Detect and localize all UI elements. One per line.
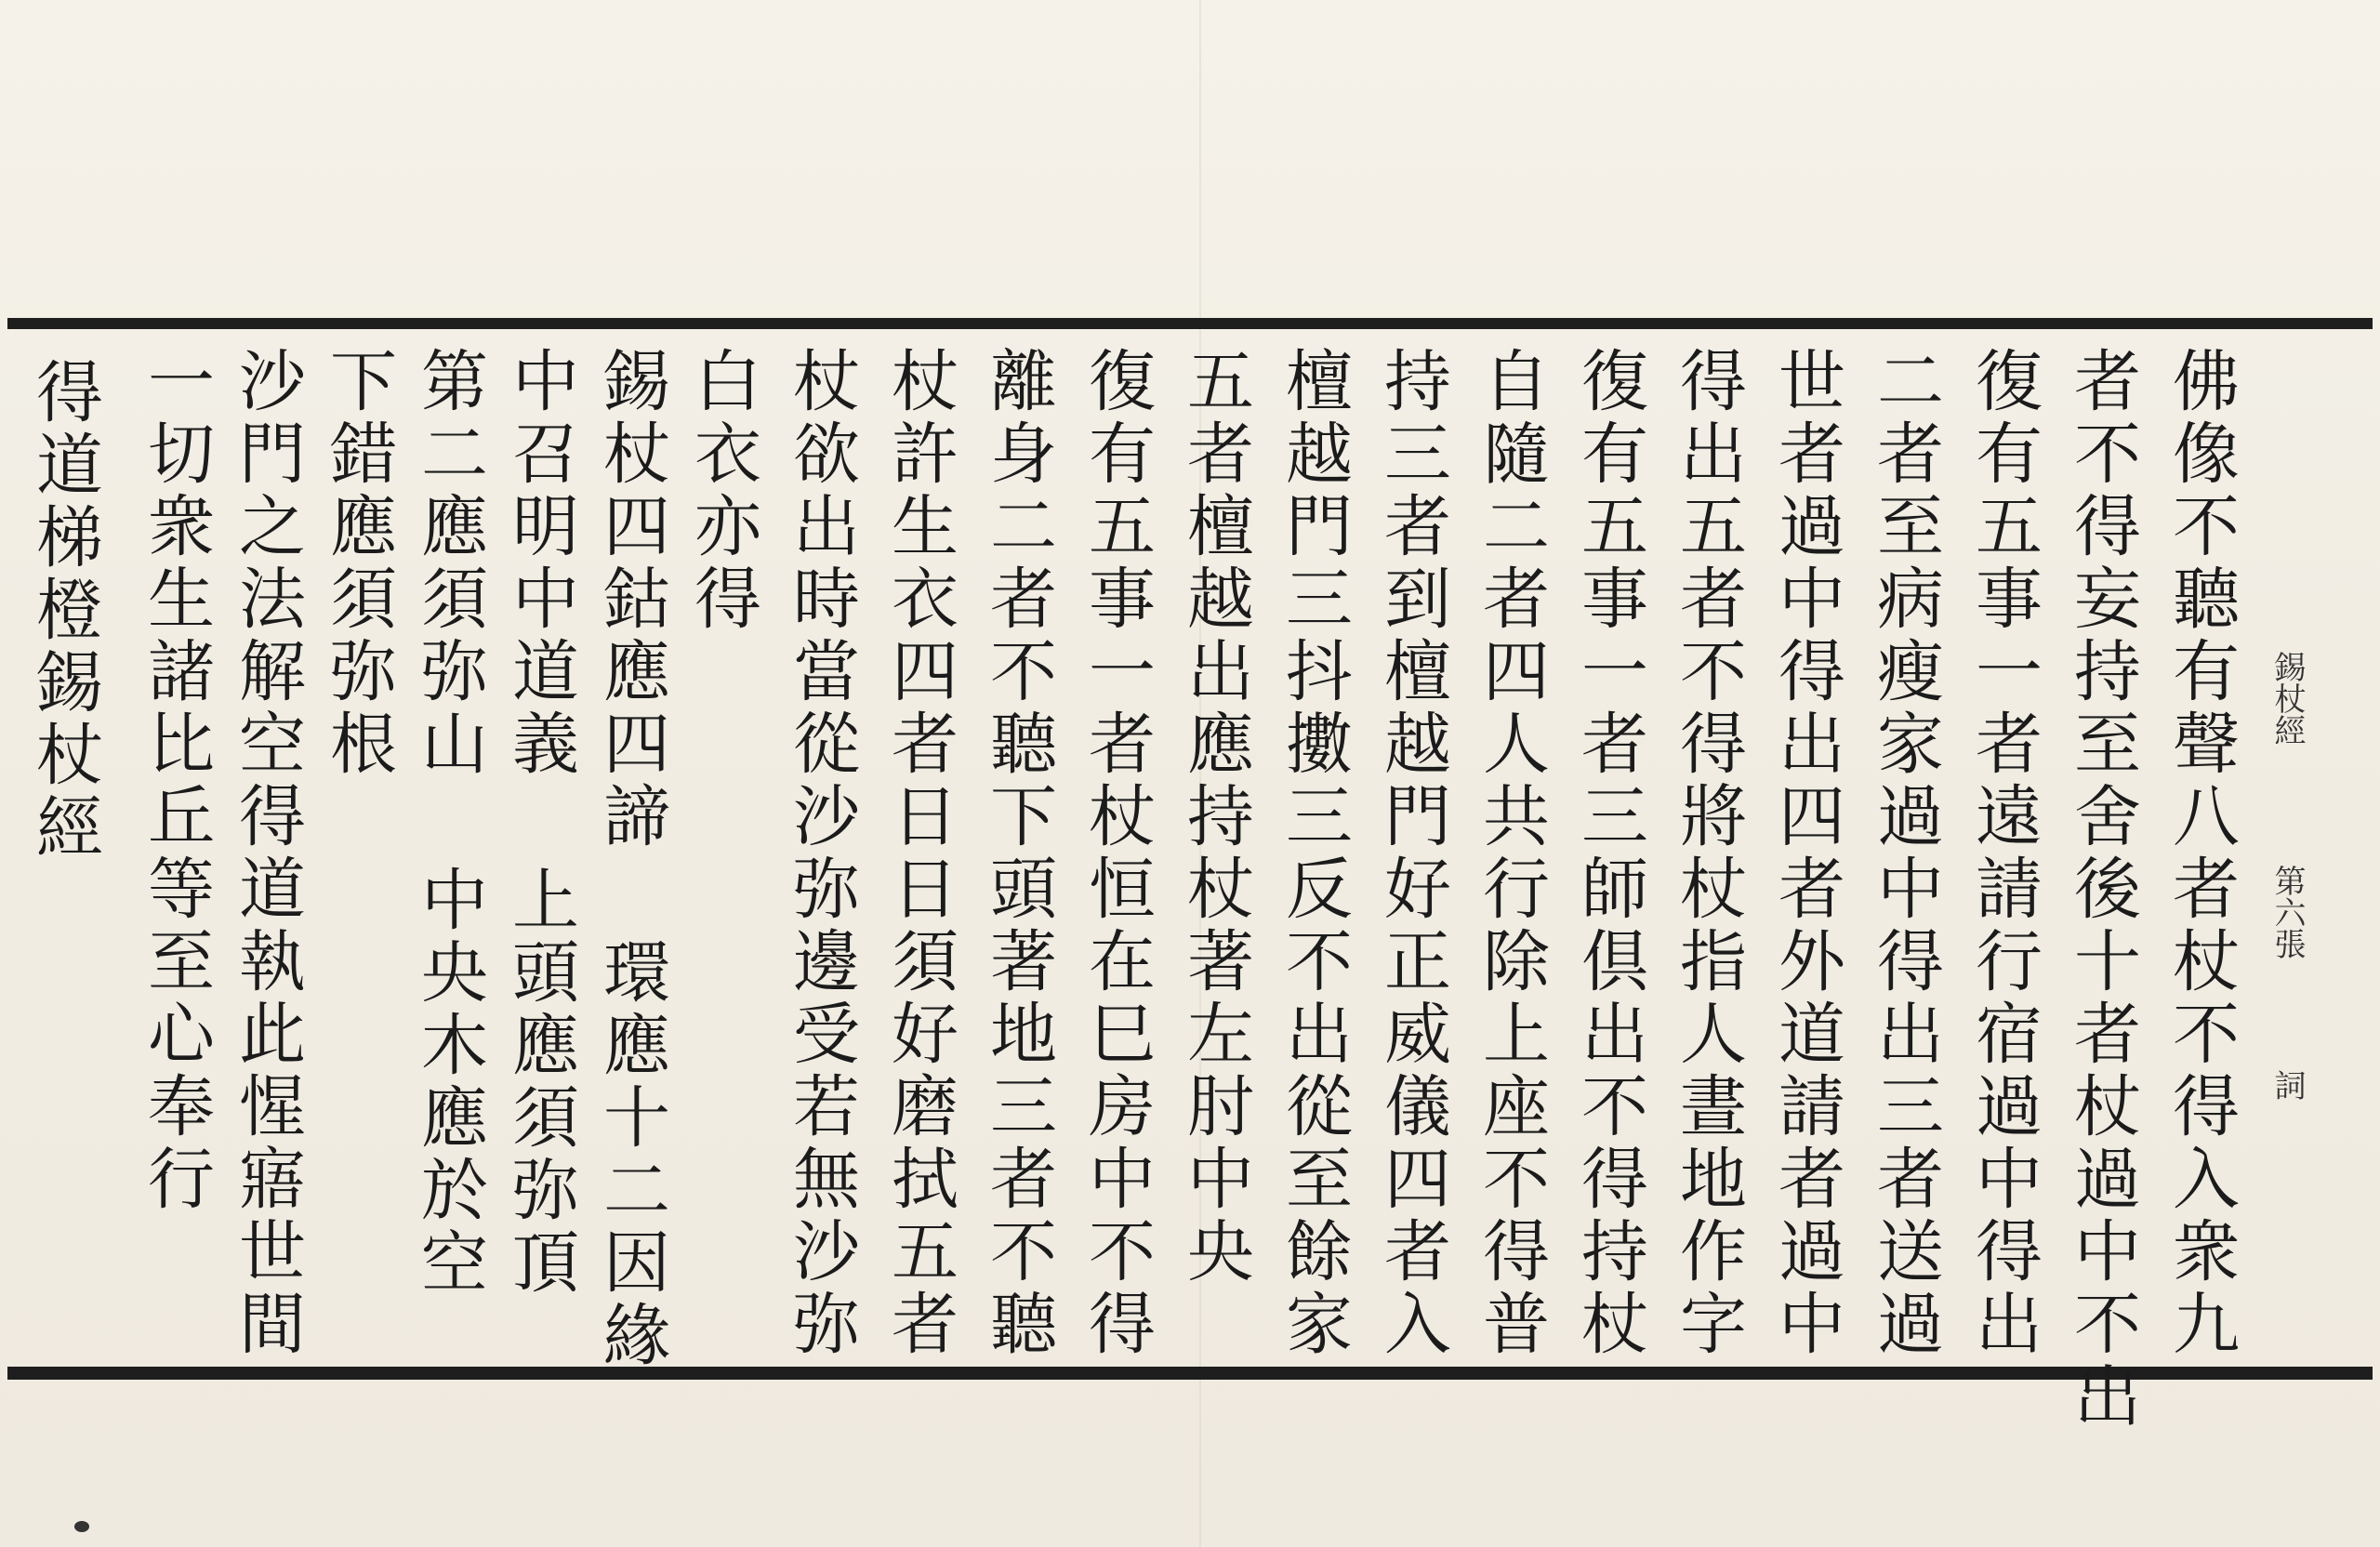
margin-sutra-title: 錫杖經 [2268,651,2306,746]
text-column-6: 得出五者不得將杖指人晝地作字 [1669,346,1747,1361]
text-column-5: 世者過中得出四者外道請者過中 [1767,346,1845,1361]
closing-title-column: 得道梯橙錫杖經 [25,357,103,865]
bottom-border-rule [7,1367,2373,1380]
text-columns [0,346,2380,1434]
text-column-10: 檀越門三抖擻三反不出從至餘家 [1275,346,1353,1361]
text-column-9: 持三者到檀越門好正威儀四者入 [1373,346,1451,1361]
text-column-21: 沙門之法解空得道執此惺寤世間 [228,346,306,1361]
text-column-3: 復有五事一者遠請行宿過中得出 [1964,346,2043,1361]
text-column-2: 者不得妄持至舍後十者杖過中不出 [2063,346,2141,1434]
margin-mark: 詞 [2268,1069,2306,1101]
text-column-1: 佛像不聽有聲八者杖不得入衆九 [2162,346,2240,1361]
text-column-18: 中召明中道義 上頭應須弥頂 [501,346,579,1300]
text-column-7: 復有五事一者三師倶出不得持杖 [1570,346,1648,1361]
text-column-11: 五者檀越出應持杖著左肘中央 [1176,346,1254,1289]
text-column-17: 錫杖四鈷應四諦 環應十二因緣 [592,346,670,1372]
text-column-20: 下錯應須弥根 [319,346,397,781]
text-column-8: 自隨二者四人共行除上座不得普 [1472,346,1550,1361]
text-column-19: 第二應須弥山 中央木應於空 [410,346,488,1300]
text-column-15: 杖欲出時當從沙弥邊受若無沙弥 [782,346,860,1361]
margin-sheet-number: 第六張 [2268,865,2306,959]
text-column-13: 離身二者不聽下頭著地三者不聽 [979,346,1057,1361]
text-column-22: 一切衆生諸比丘等至心奉行 [137,346,215,1216]
text-column-4: 二者至病瘦家過中得出三者送過 [1866,346,1944,1361]
text-column-16: 白衣亦得 [683,346,761,636]
text-column-12: 復有五事一者杖恒在巳房中不得 [1078,346,1156,1361]
text-column-14: 杖許生衣四者日日須好磨拭五者 [880,346,959,1361]
top-border-rule [7,318,2373,329]
ink-blot [74,1521,89,1532]
